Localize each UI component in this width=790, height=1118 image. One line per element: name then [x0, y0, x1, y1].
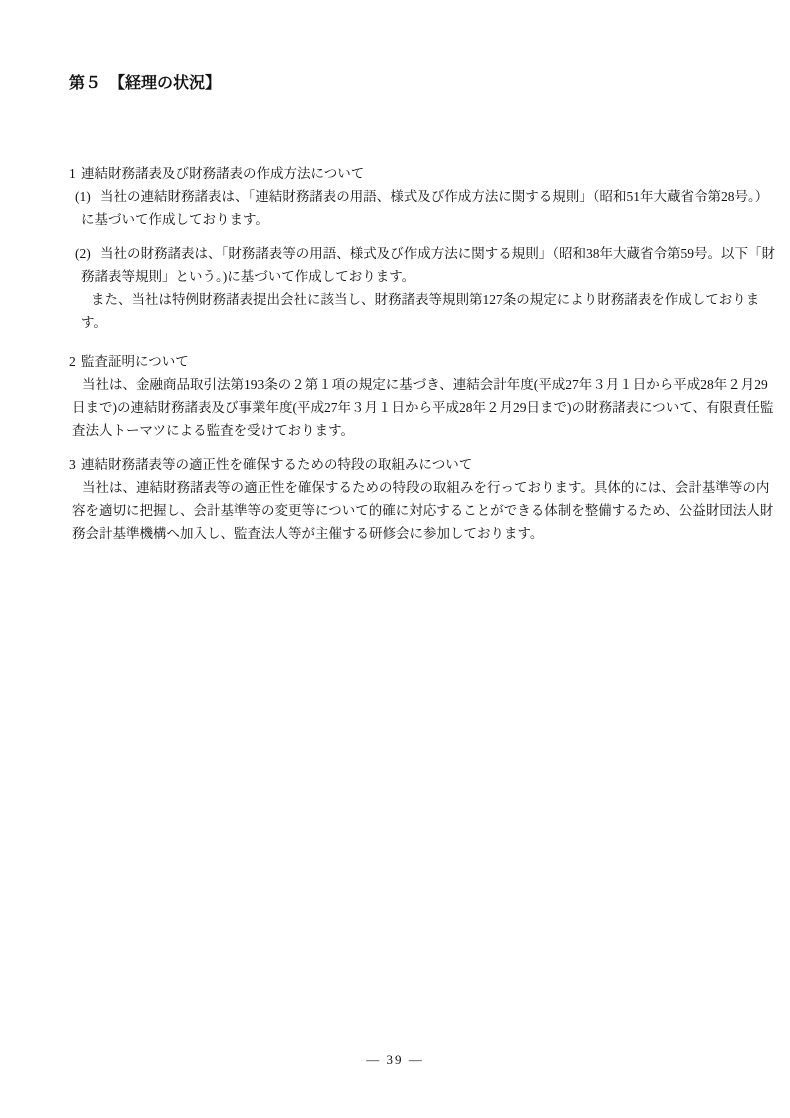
item-2-line-1	[69, 242, 775, 265]
paragraph-line-2: 日まで)の連結財務諸表及び事業年度(平成27年３月１日から平成28年２月29日まで)の財務諸表について、有限責任監	[72, 400, 774, 415]
section-heading	[69, 350, 721, 373]
paragraph-line-1: 当社は、金融商品取引法第193条の２第１項の規定に基づき、連結会計年度(平成27年３月１日から平成28年２月29	[82, 377, 768, 392]
section-audit-certification	[69, 350, 774, 442]
page-title: 第５ 【経理の状況】	[69, 75, 222, 92]
item-2-paragraph-line-1: また、当社は特例財務諸表提出会社に該当し、財務諸表等規則第127条の規定により財務諸表を作成しておりま	[91, 292, 760, 307]
section-special-initiatives	[69, 453, 774, 545]
section-heading	[69, 453, 721, 476]
item-label: (2)	[75, 246, 91, 261]
text-line: 当社の連結財務諸表は、「連結財務諸表の用語、様式及び作成方法に関する規則」（昭和51年大蔵省令第28号。）	[100, 189, 769, 204]
section-heading-text: 監査証明について	[81, 354, 189, 369]
document-content	[69, 162, 775, 545]
section-number: 3	[69, 457, 76, 472]
paragraph-line-2: 容を適切に把握し、会計基準等の変更等について的確に対応することができる体制を整備するため、公益財団法人財	[72, 503, 774, 518]
item-2-paragraph-line-2: す。	[81, 315, 107, 330]
section-heading-text: 連結財務諸表及び財務諸表の作成方法について	[81, 166, 365, 181]
item-1-line-2: に基づいて作成しております。	[81, 212, 269, 227]
section-number: 1	[69, 166, 76, 181]
section-accounting-methods	[69, 162, 775, 334]
paragraph-line-3: 査法人トーマツによる監査を受けております。	[72, 423, 355, 438]
section-heading-text: 連結財務諸表等の適正性を確保するための特段の取組みについて	[81, 457, 473, 472]
item-1-line-1	[69, 185, 769, 208]
paragraph-line-3: 務会計基準機構へ加入し、監査法人等が主催する研修会に参加しております。	[72, 526, 544, 541]
section-number: 2	[69, 354, 76, 369]
item-label: (1)	[75, 189, 91, 204]
page-number: ― 39 ―	[366, 1052, 424, 1067]
section-heading	[69, 162, 721, 185]
text-line: 当社の財務諸表は、「財務諸表等の用語、様式及び作成方法に関する規則」（昭和38年大蔵省令第59号。以下「財	[100, 246, 775, 261]
item-2-line-2: 務諸表等規則」という。)に基づいて作成しております。	[81, 269, 416, 284]
paragraph-line-1: 当社は、連結財務諸表等の適正性を確保するための特段の取組みを行っております。具体的には、会計基準等の内	[82, 480, 770, 495]
